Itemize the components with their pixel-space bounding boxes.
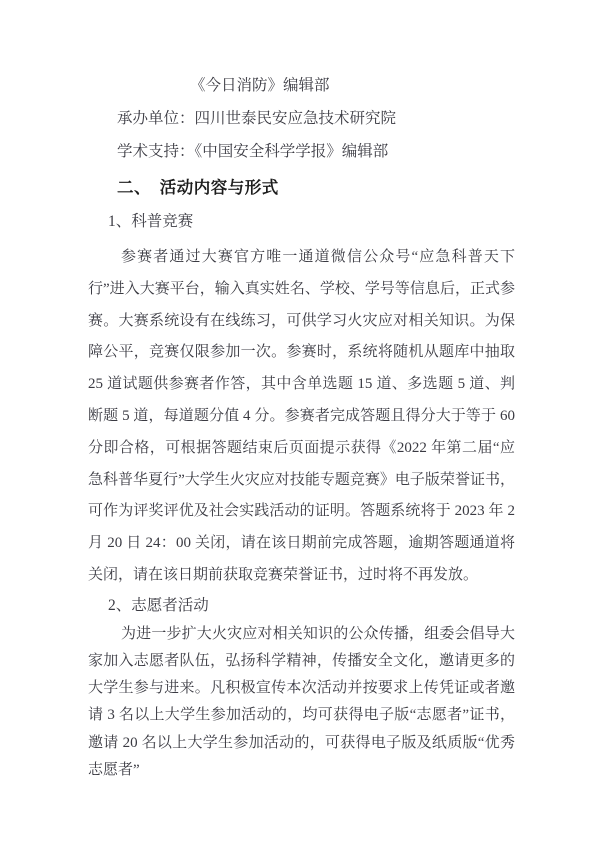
academic-support-line: 学术支持：《中国安全科学学报》编辑部: [117, 143, 389, 160]
paragraph-volunteer-activity: 为进一步扩大火灾应对相关知识的公众传播，组委会倡导大家加入志愿者队伍，弘扬科学精神，传播安全文化，邀请更多的大学生参与进来。凡积极宣传本次活动并按要求上传凭证或者邀请 3 名以上大学生参加活动的，均可获得电子版“志愿者”证书，邀请 20 名以上大学生参加活动的，可获得电子版及纸质版“优秀志愿者”: [88, 625, 515, 778]
subsection-title-science-competition: 1、科普竞赛: [108, 213, 194, 230]
editorial-dept-line: 《今日消防》编辑部: [190, 77, 330, 94]
subsection-title-volunteer-activity: 2、志愿者活动: [108, 596, 209, 614]
paragraph-science-competition: 参赛者通过大赛官方唯一通道微信公众号“应急科普天下行”进入大赛平台，输入真实姓名、学校、学号等信息后，正式参赛。大赛系统设有在线练习，可供学习火灾应对相关知识。为保障公平，竞赛仅限参加一次。参赛时，系统将随机从题库中抽取 25 道试题供参赛者作答，其中含单选题 15 道、多选题 5 道、判断题 5 道，每道题分值 4 分。参赛者完成答题且得分大于等于 60 分即合格，可根据答题结束后页面提示获得《2022 年第二届“应急科普华夏行”大学生火灾应对技能专题竞赛》电子版荣誉证书，可作为评奖评优及社会实践活动的证明。答题系统将于 2023 年 2 月 20 日 24：00 关闭，请在该日期前完成答题，逾期答题通道将关闭，请在该日期前获取竞赛荣誉证书，过时将不再发放。: [88, 249, 515, 583]
undertaker-line: 承办单位：四川世泰民安应急技术研究院: [117, 110, 397, 127]
section-heading-activity-content: 二、 活动内容与形式: [117, 179, 279, 197]
